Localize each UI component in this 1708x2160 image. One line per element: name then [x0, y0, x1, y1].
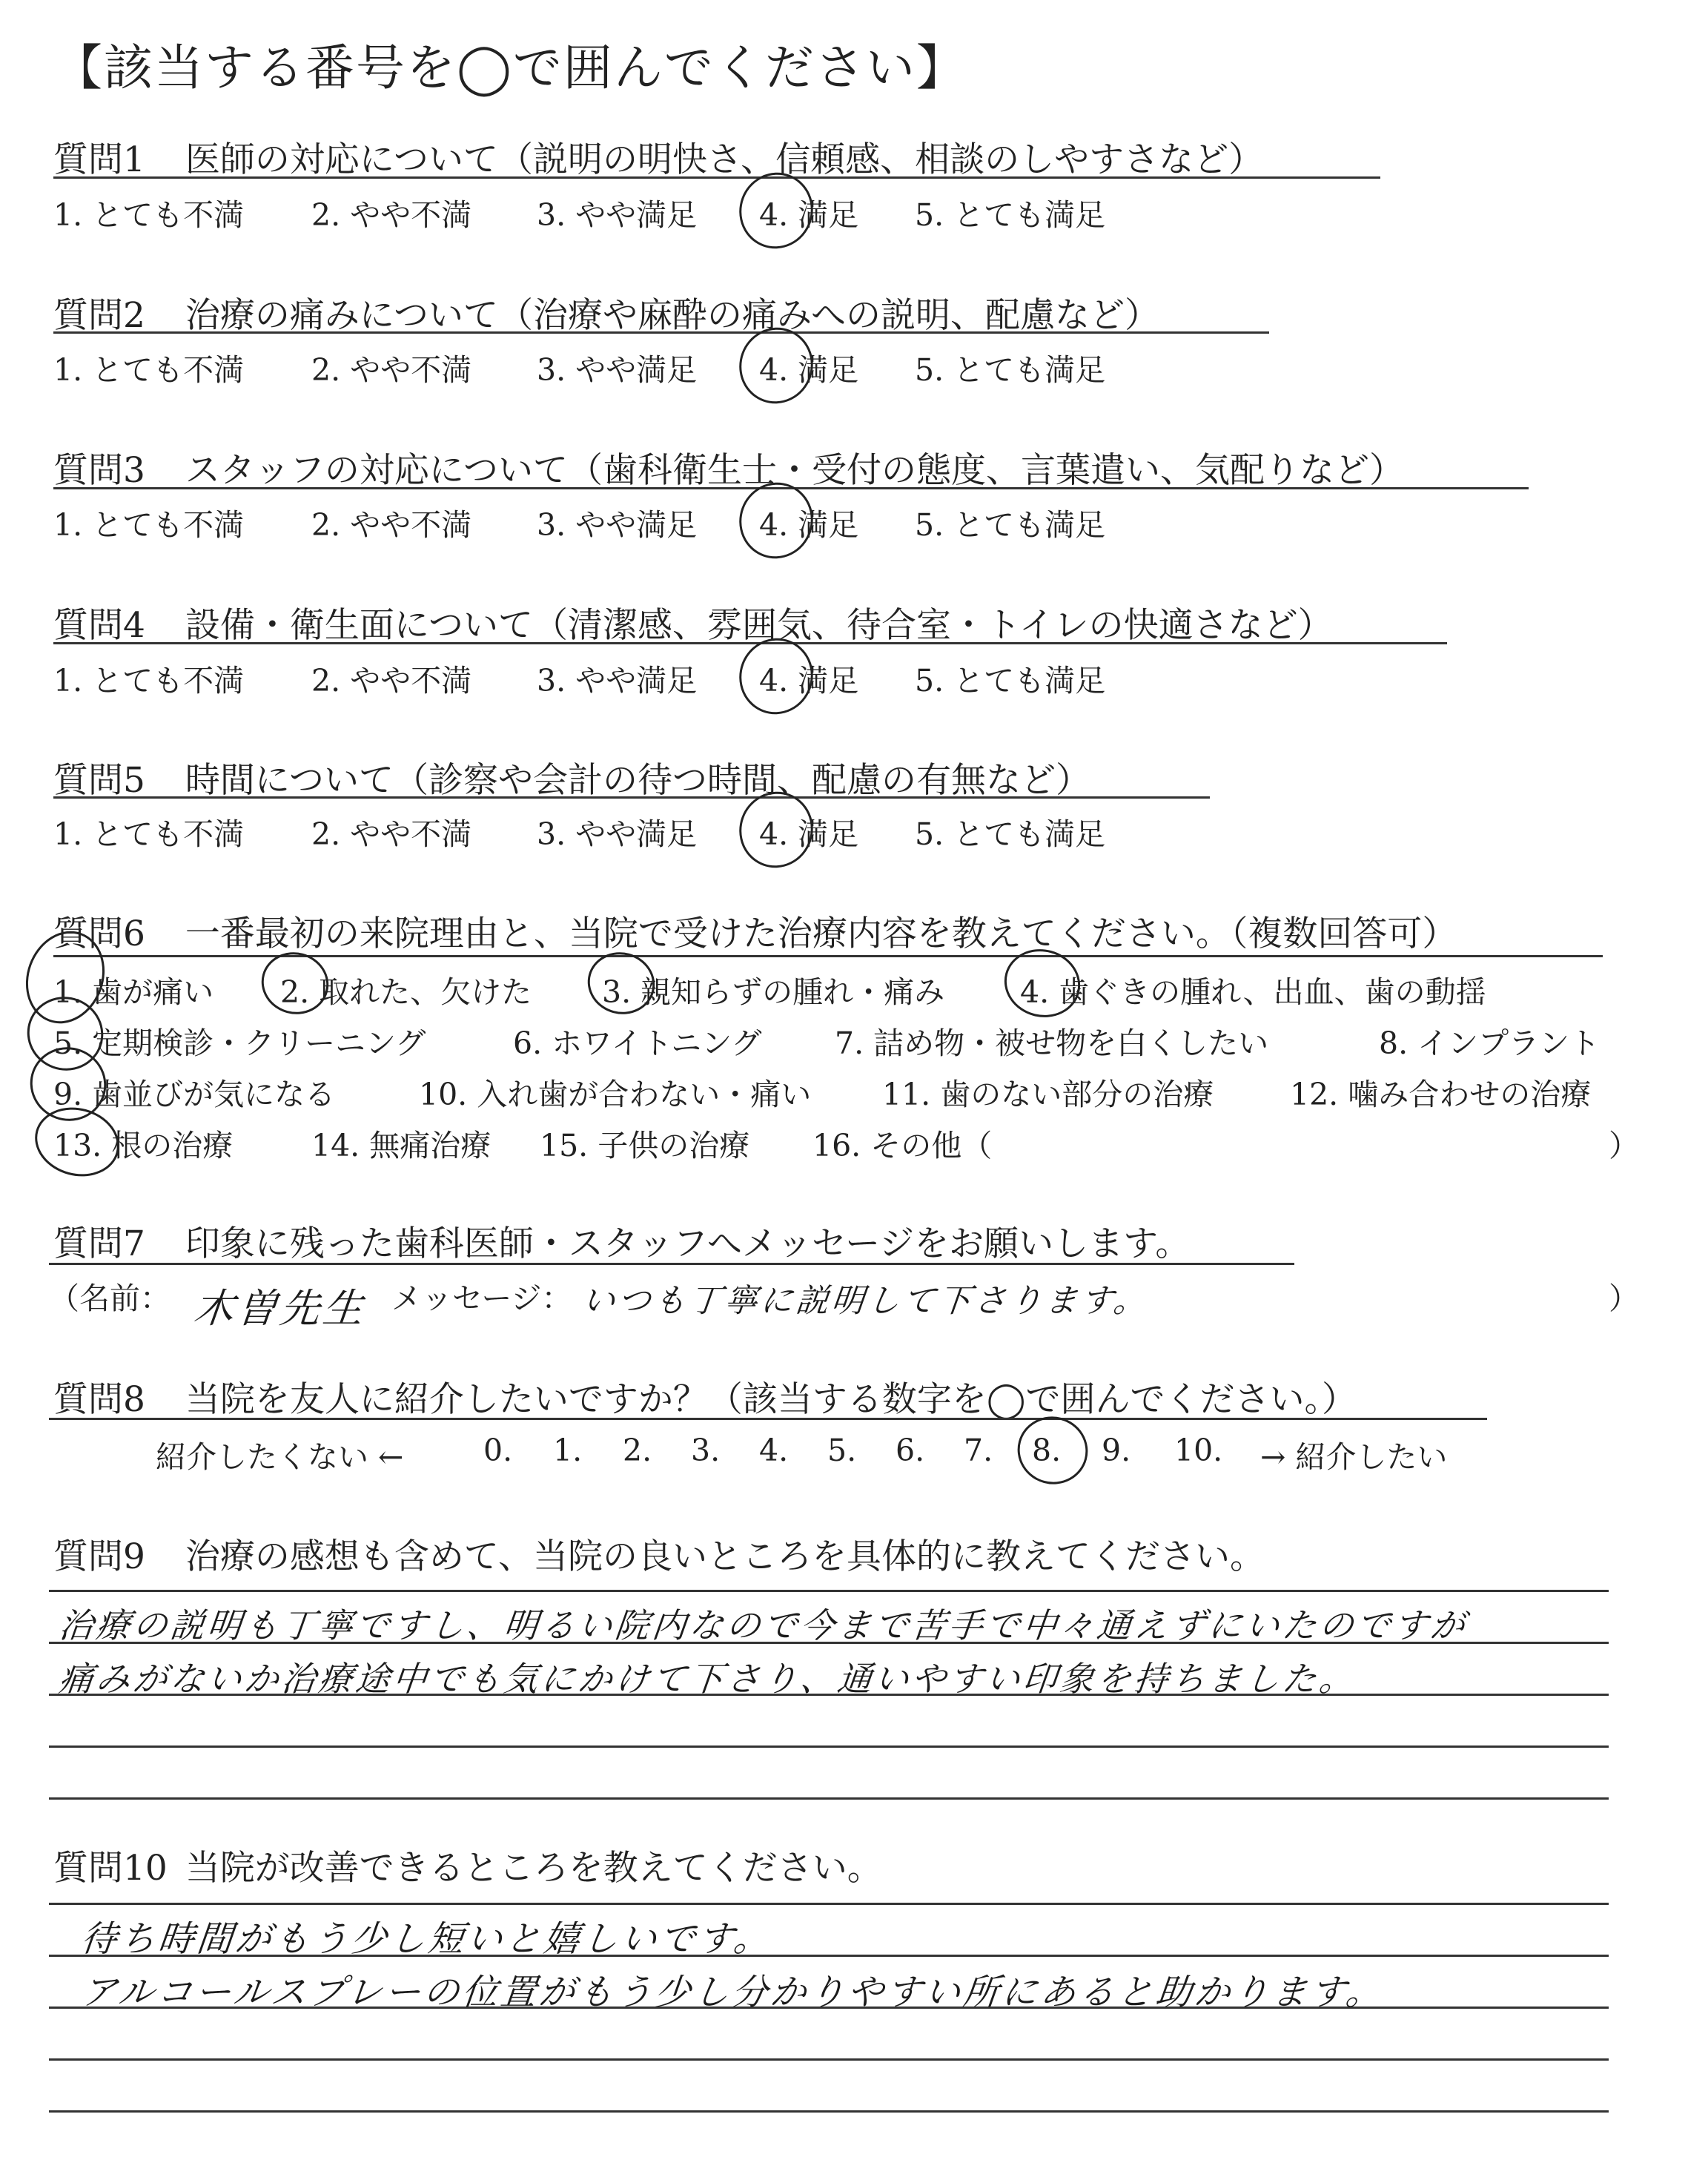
q1-option-4[interactable]: 4. 満足	[759, 197, 859, 233]
question-8-underline	[49, 1418, 1487, 1420]
q3-option-5[interactable]: 5. とても満足	[915, 507, 1106, 543]
q9-answer-line-4	[49, 1745, 1609, 1748]
question-10-label: 質問10	[53, 1848, 168, 1889]
q3-option-4[interactable]: 4. 満足	[759, 507, 859, 543]
question-1-underline	[53, 176, 1380, 179]
question-8-text: 当院を友人に紹介したいですか？（該当する数字を◯で囲んでください。）	[185, 1379, 1357, 1420]
q8-number-0[interactable]: 0.	[483, 1433, 513, 1468]
question-9-heading	[53, 1529, 1265, 1579]
q6-item-4[interactable]: 4. 歯ぐきの腫れ、出血、歯の動揺	[1020, 974, 1486, 1010]
q2-option-5[interactable]: 5. とても満足	[915, 352, 1106, 388]
q8-number-5[interactable]: 5.	[827, 1433, 857, 1468]
question-8-label: 質問8	[53, 1379, 145, 1420]
question-5-underline	[53, 796, 1210, 799]
q4-option-4[interactable]: 4. 満足	[759, 663, 859, 698]
q6-item-7[interactable]: 7. 詰め物・被せ物を白くしたい	[835, 1025, 1269, 1061]
q7-message-label: メッセージ：	[391, 1281, 572, 1316]
question-7-label: 質問7	[53, 1223, 145, 1264]
question-2-text: 治療の痛みについて（治療や麻酔の痛みへの説明、配慮など）	[185, 295, 1160, 336]
q6-other-close: ）	[1609, 1128, 1639, 1163]
q8-number-3[interactable]: 3.	[691, 1433, 721, 1468]
q9-answer-text-2[interactable]: 痛みがないか治療途中でも気にかけて下さり、通いやすい印象を持ちました。	[56, 1659, 1359, 1699]
q10-answer-line-5	[49, 2110, 1609, 2113]
question-5-text: 時間について（診察や会計の待つ時間、配慮の有無など）	[185, 760, 1090, 801]
q8-number-9[interactable]: 9.	[1102, 1433, 1131, 1468]
question-5-options	[53, 810, 1225, 854]
q3-option-1[interactable]: 1. とても不満	[53, 507, 245, 543]
question-4-underline	[53, 642, 1447, 644]
q1-option-1[interactable]: 1. とても不満	[53, 197, 245, 233]
q6-item-16[interactable]: 16. その他（	[812, 1128, 993, 1163]
q6-item-8[interactable]: 8. インプラント	[1379, 1025, 1601, 1061]
q2-option-2[interactable]: 2. やや不満	[311, 352, 472, 388]
q5-option-5[interactable]: 5. とても満足	[915, 816, 1106, 852]
q9-answer-line-1	[49, 1590, 1609, 1592]
q7-close: ）	[1609, 1281, 1639, 1316]
q4-option-5[interactable]: 5. とても満足	[915, 663, 1106, 698]
question-4-heading	[53, 598, 1333, 647]
question-1-heading	[53, 132, 1263, 182]
question-1-label: 質問1	[53, 139, 145, 180]
q5-option-3[interactable]: 3. やや満足	[537, 816, 698, 852]
q3-option-2[interactable]: 2. やや不満	[311, 507, 472, 543]
question-10-heading	[53, 1840, 882, 1890]
question-8-heading	[53, 1372, 1357, 1421]
q8-left-label: 紹介したくない ←	[156, 1439, 404, 1475]
q10-answer-line-4	[49, 2058, 1609, 2061]
q6-item-10[interactable]: 10. 入れ歯が合わない・痛い	[419, 1077, 812, 1112]
q1-option-5[interactable]: 5. とても満足	[915, 197, 1106, 233]
q6-item-14[interactable]: 14. 無痛治療	[311, 1128, 491, 1163]
question-5-label: 質問5	[53, 760, 145, 801]
q8-number-8[interactable]: 8.	[1032, 1433, 1062, 1468]
question-4-text: 設備・衛生面について（清潔感、雰囲気、待合室・トイレの快適さなど）	[185, 605, 1333, 646]
q6-item-11[interactable]: 11. 歯のない部分の治療	[882, 1077, 1214, 1112]
q8-number-7[interactable]: 7.	[964, 1433, 993, 1468]
q5-option-4[interactable]: 4. 満足	[759, 816, 859, 852]
q6-item-1[interactable]: 1. 歯が痛い	[53, 974, 214, 1010]
q3-option-3[interactable]: 3. やや満足	[537, 507, 698, 543]
question-2-underline	[53, 331, 1269, 334]
question-3-label: 質問3	[53, 450, 145, 491]
q5-option-1[interactable]: 1. とても不満	[53, 816, 245, 852]
question-2-label: 質問2	[53, 295, 145, 336]
question-4-label: 質問4	[53, 605, 145, 646]
question-9-text: 治療の感想も含めて、当院の良いところを具体的に教えてください。	[185, 1536, 1265, 1577]
question-10-text: 当院が改善できるところを教えてください。	[185, 1848, 882, 1889]
q8-number-4[interactable]: 4.	[759, 1433, 789, 1468]
q7-message-value[interactable]: いつも丁寧に説明して下さります。	[580, 1282, 1151, 1320]
q6-item-12[interactable]: 12. 噛み合わせの治療	[1290, 1077, 1592, 1112]
q4-option-2[interactable]: 2. やや不満	[311, 663, 472, 698]
q6-item-6[interactable]: 6. ホワイトニング	[513, 1025, 762, 1061]
q2-option-1[interactable]: 1. とても不満	[53, 352, 245, 388]
q4-option-1[interactable]: 1. とても不満	[53, 663, 245, 698]
q9-answer-text-1[interactable]: 治療の説明も丁寧ですし、明るい院内なので今まで苦手で中々通えずにいたのですが	[56, 1605, 1470, 1645]
question-6-heading	[53, 906, 1457, 956]
question-7-underline	[49, 1263, 1294, 1265]
q6-item-13[interactable]: 13. 根の治療	[53, 1128, 234, 1163]
q10-answer-line-1	[49, 1903, 1609, 1905]
question-1-options	[53, 191, 1225, 235]
question-2-heading	[53, 288, 1159, 337]
form-title: 【該当する番号を◯で囲んでください】	[53, 39, 967, 96]
question-3-heading	[53, 443, 1404, 492]
q7-name-label: （名前：	[49, 1281, 171, 1316]
q9-answer-line-5	[49, 1797, 1609, 1800]
q4-option-3[interactable]: 3. やや満足	[537, 663, 698, 698]
question-6-label: 質問6	[53, 914, 145, 954]
q5-option-2[interactable]: 2. やや不満	[311, 816, 472, 852]
q6-item-2[interactable]: 2. 取れた、欠けた	[280, 974, 532, 1010]
q8-number-10[interactable]: 10.	[1174, 1433, 1223, 1468]
question-4-options	[53, 656, 1225, 701]
question-6-underline	[53, 955, 1603, 957]
question-7-heading	[53, 1216, 1190, 1266]
question-1-text: 医師の対応について（説明の明快さ、信頼感、相談のしやすさなど）	[185, 139, 1264, 180]
q10-answer-text-2[interactable]: アルコールスプレーの位置がもう少し分かりやすい所にあると助かります。	[79, 1972, 1387, 2013]
question-9-label: 質問9	[53, 1536, 145, 1577]
question-3-options	[53, 501, 1225, 545]
q8-number-1[interactable]: 1.	[553, 1433, 583, 1468]
q8-right-label: → 紹介したい	[1260, 1439, 1448, 1475]
q2-option-4[interactable]: 4. 満足	[759, 352, 859, 388]
q2-option-3[interactable]: 3. やや満足	[537, 352, 698, 388]
q1-option-2[interactable]: 2. やや不満	[311, 197, 472, 233]
question-6-text: 一番最初の来院理由と、当院で受けた治療内容を教えてください。（複数回答可）	[185, 914, 1457, 954]
question-3-underline	[53, 487, 1529, 489]
question-2-options	[53, 346, 1225, 390]
q6-item-15[interactable]: 15. 子供の治療	[540, 1128, 750, 1163]
q10-answer-text-1[interactable]: 待ち時間がもう少し短いと嬉しいです。	[79, 1918, 775, 1960]
q1-option-3[interactable]: 3. やや満足	[537, 197, 698, 233]
q6-item-5[interactable]: 5. 定期検診・クリーニング	[53, 1025, 426, 1061]
q6-item-9[interactable]: 9. 歯並びが気になる	[53, 1077, 336, 1112]
q6-item-3[interactable]: 3. 親知らずの腫れ・痛み	[602, 974, 945, 1010]
q8-number-2[interactable]: 2.	[623, 1433, 652, 1468]
question-5-heading	[53, 753, 1090, 802]
q7-name-value[interactable]: 木曽先生	[191, 1285, 368, 1332]
q8-number-6[interactable]: 6.	[896, 1433, 925, 1468]
question-3-text: スタッフの対応について（歯科衛生士・受付の態度、言葉遣い、気配りなど）	[185, 450, 1404, 491]
question-7-text: 印象に残った歯科医師・スタッフへメッセージをお願いします。	[185, 1223, 1191, 1264]
